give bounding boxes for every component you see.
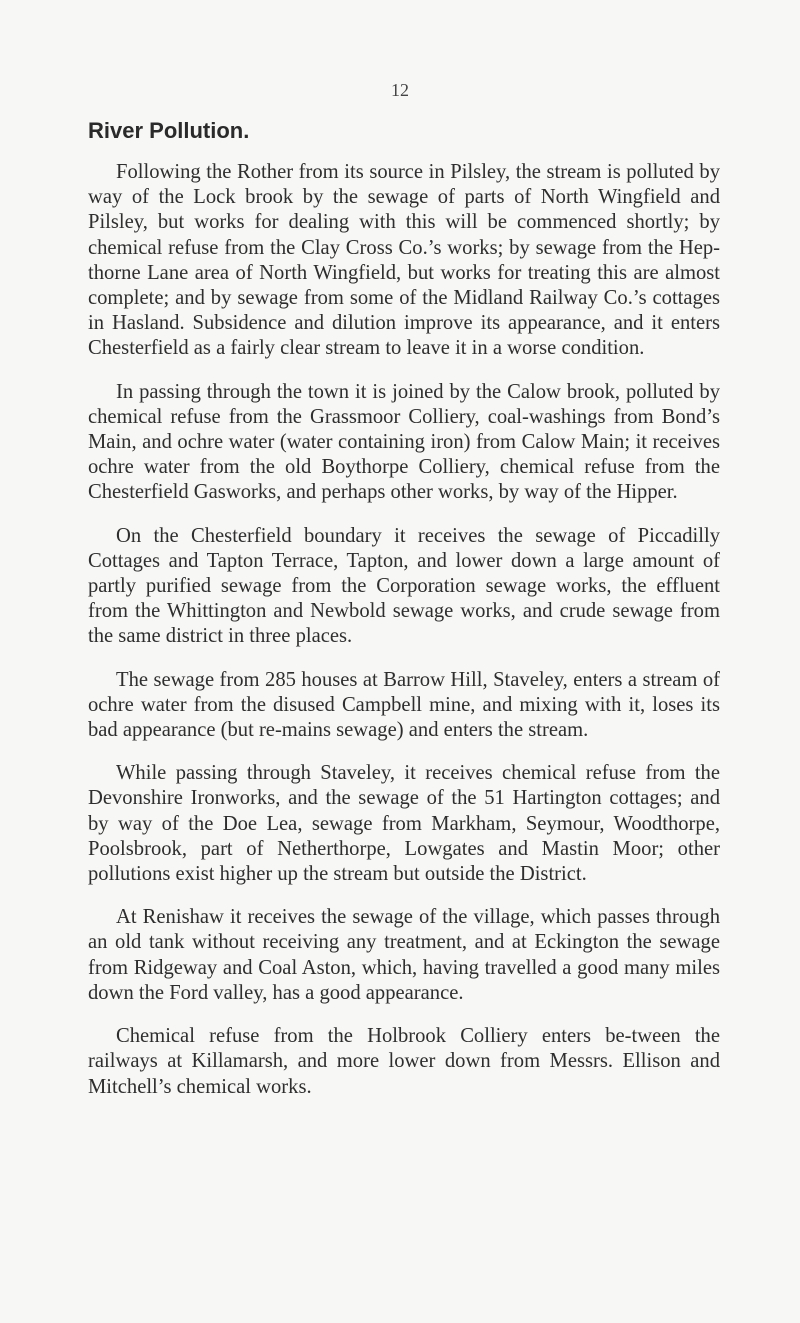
section-title: River Pollution.	[88, 118, 250, 143]
page-number: 12	[391, 80, 409, 100]
body-text	[88, 160, 720, 1118]
paragraph: In passing through the town it is joined by the Calow brook, polluted by chemical refuse from the Grassmoor Colliery, coal-washings from Bond’s Main, and ochre water (water containing iron) from Calow Main; it receives ochre water from the old Boythorpe Colliery, chemical refuse from the Chesterfield Gasworks, and perhaps other works, by way of the Hipper.	[88, 380, 720, 504]
paragraph: The sewage from 285 houses at Barrow Hill, Staveley, enters a stream of ochre water from the disused Campbell mine, and mixing with it, loses its bad appearance (but re-mains sewage) and enters the stream.	[88, 668, 720, 742]
paragraph: On the Chesterfield boundary it receives the sewage of Piccadilly Cottages and Tapton Terrace, Tapton, and lower down a large amount of partly purified sewage from the Corporation sewage works, the effluent from the Whittington and Newbold sewage works, and crude sewage from the same district in three places.	[88, 524, 720, 648]
paragraph: At Renishaw it receives the sewage of the village, which passes through an old tank without receiving any treatment, and at Eckington the sewage from Ridgeway and Coal Aston, which, having travelled a good many miles down the Ford valley, has a good appearance.	[88, 906, 720, 1004]
paragraph: While passing through Staveley, it receives chemical refuse from the Devonshire Ironworks, and the sewage of the 51 Hartington cottages; and by way of the Doe Lea, sewage from Markham, Seymour, Woodthorpe, Poolsbrook, part of Netherthorpe, Lowgates and Mastin Moor; other pollutions exist higher up the stream but outside the District.	[88, 762, 720, 886]
paragraph: Following the Rother from its source in Pilsley, the stream is polluted by way of the Lock brook by the sewage of parts of North Wingfield and Pilsley, but works for dealing with this will be commenced shortly; by chemical refuse from the Clay Cross Co.’s works; by sewage from the Hep-thorne Lane area of North Wingfield, but works for treating this are almost complete; and by sewage from some of the Midland Railway Co.’s cottages in Hasland. Subsidence and dilution improve its appearance, and it enters Chesterfield as a fairly clear stream to leave it in a worse condition.	[88, 161, 720, 360]
paragraph: Chemical refuse from the Holbrook Colliery enters be-tween the railways at Killamarsh, and more lower down from Messrs. Ellison and Mitchell’s chemical works.	[88, 1025, 720, 1098]
